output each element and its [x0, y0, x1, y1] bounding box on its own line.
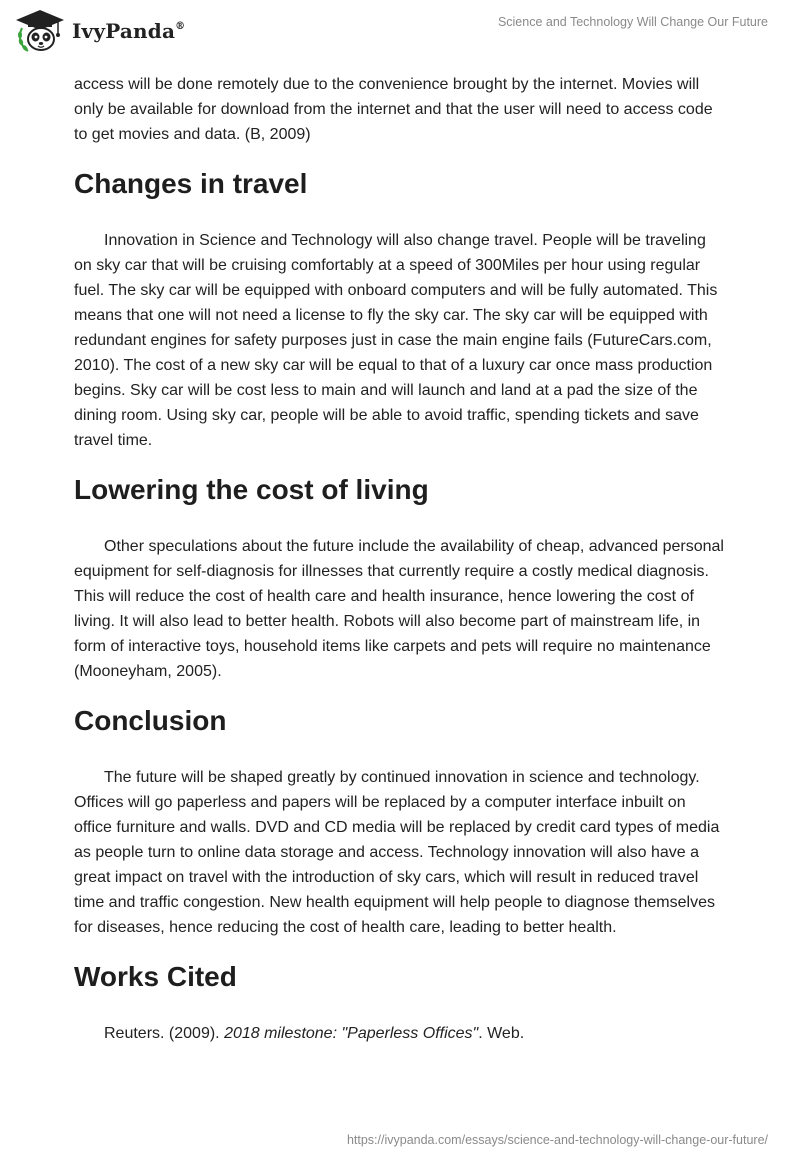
page-header — [0, 0, 800, 62]
ivypanda-logo[interactable] — [14, 8, 185, 54]
heading-cost-of-living: Lowering the cost of living — [74, 474, 429, 505]
brand-name — [72, 19, 185, 43]
citation-title: 2018 milestone: "Paperless Offices" — [224, 1025, 479, 1042]
intro-paragraph: access will be done remotely due to the convenience brought by the internet. Movies will only be available for download from the internet and that the user will need to access code to get movies and data. (B, 2009) — [74, 76, 713, 143]
running-title: Science and Technology Will Change Our Future — [497, 15, 768, 29]
citation-suffix: . Web. — [478, 1025, 525, 1042]
paragraph-conclusion: The future will be shaped greatly by continued innovation in science and technology. Offices will go paperless and papers will be replaced by a computer interface inbuilt on office furniture and walls. DVD and CD media will be replaced by credit card types of media as people turn to online data storage and access. Technology innovation will also have a great impact on travel with the introduction of sky cars, which will result in reduced travel time and traffic congestion. New health equipment will help people to diagnose themselves for diseases, hence reducing the cost of health care, leading to better health. — [74, 769, 720, 936]
heading-works-cited: Works Cited — [74, 961, 237, 992]
registered-mark: ® — [175, 21, 186, 32]
source-url[interactable]: https://ivypanda.com/essays/science-and-technology-will-change-our-future/ — [346, 1133, 768, 1147]
panda-graduate-icon — [14, 8, 66, 54]
heading-changes-in-travel: Changes in travel — [74, 168, 308, 199]
paragraph-changes-in-travel: Innovation in Science and Technology will also change travel. People will be traveling on sky car that will be cruising comfortably at a speed of 300Miles per hour using regular fuel. The sky car will be equipped with onboard computers and will be fully automated. This means that one will not need a license to fly the sky car. The sky car will be equipped with redundant engines for safety purposes just in case the main engine fails (FutureCars.com, 2010). The cost of a new sky car will be equal to that of a luxury car once mass production begins. Sky car will be cost less to main and will launch and land at a pad the size of the dining room. Using sky car, people will be able to avoid traffic, spending tickets and save travel time. — [74, 232, 718, 449]
citation-entry — [74, 1021, 726, 1046]
paragraph-cost-of-living: Other speculations about the future include the availability of cheap, advanced personal equipment for self-diagnosis for illnesses that currently require a costly medical diagnosis. This will reduce the cost of health care and health insurance, hence lowering the cost of living. It will also lead to better health. Robots will also become part of mainstream life, in form of interactive toys, household items like carpets and pets will require no maintenance (Mooneyham, 2005). — [74, 538, 724, 680]
brand-label: IvyPanda — [72, 19, 176, 43]
citation-author: Reuters. (2009). — [104, 1025, 225, 1042]
essay-body — [74, 72, 726, 1046]
heading-conclusion: Conclusion — [74, 705, 227, 736]
